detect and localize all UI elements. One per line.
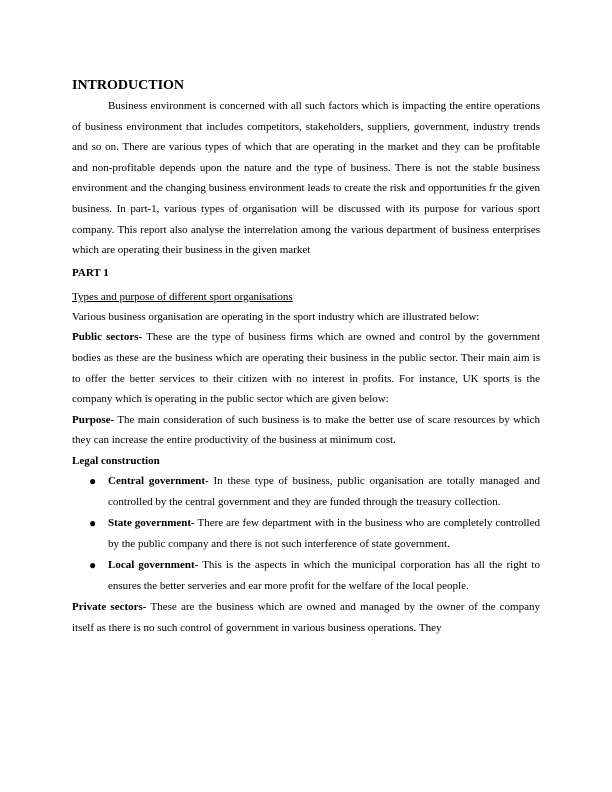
public-sector-paragraph [72,327,540,409]
private-sector-label: Private sectors- [72,601,147,614]
bullet-icon: ● [89,558,97,573]
private-sector-paragraph [72,597,540,638]
public-sector-text: These are the type of business firms which are owned and control by the government bodies as these are the business which are operating their business in the public sector. Their main aim is to offer the better services to their citizen with no interest in profits. For instance, UK sports is the company which is operating in the public sector which are given below: [72,331,540,406]
bullet-label: Local government- [108,559,199,572]
list-item [72,471,540,512]
bullet-label: Central government- [108,474,209,487]
bullet-text: In these type of business, public organisation are totally managed and controlled by the central government and they are funded through the treasury collection. [108,474,540,508]
public-sector-label: Public sectors- [72,331,143,344]
list-item [72,513,540,554]
section-heading: Types and purpose of different sport organisations [72,290,293,303]
intro-paragraph: Business environment is concerned with all such factors which is impacting the entire operations of business environment that includes competitors, stakeholders, suppliers, government, industry trends and so on. There are various types of which that are operating in the market and they can be profitable and non-profitable depends upon the nature and the type of business. There is not the stable business environment and the changing business environment leads to create the risk and opportunities fr the given business. In part-1, various types of organisation will be discussed with its purpose for various sport company. This report also analyse the interrelation among the various department of business enterprises which are operating their business in the given market [72,100,540,257]
private-sector-text: These are the business which are owned and managed by the owner of the company itself as there is no such control of government in various business operations. They [72,601,540,635]
purpose-paragraph [72,410,540,451]
bullet-label: State government- [108,517,195,530]
bullet-text: There are few department with in the business who are completely controlled by the public company and there is not such interference of state government. [108,517,541,550]
list-item [72,555,540,596]
page-title: INTRODUCTION [72,78,185,93]
legal-construction-list [72,471,540,597]
part-heading: PART 1 [72,266,109,279]
bullet-icon: ● [89,516,97,531]
bullet-icon: ● [89,473,97,488]
purpose-label: Purpose- [72,413,115,426]
document-content [72,76,540,639]
purpose-text: The main consideration of such business is to make the better use of scare resources by which they can increase the entire productivity of the business at minimum cost. [72,413,540,447]
legal-construction-heading: Legal construction [72,454,160,467]
bullet-text: This is the aspects in which the municipal corporation has all the right to ensures the better serveries and ear more profit for the welfare of the local people. [108,559,540,592]
section-intro-paragraph: Various business organisation are operating in the sport industry which are illustrated below: [72,310,480,323]
